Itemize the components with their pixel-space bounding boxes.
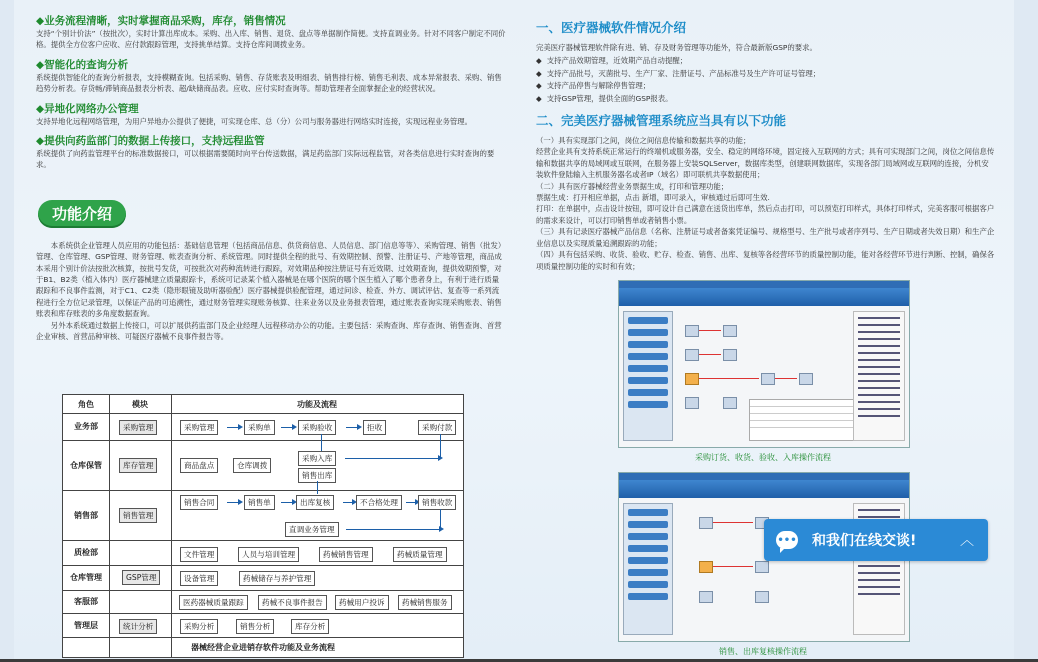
flow-box: 销售分析 <box>236 619 274 634</box>
software-screenshot-purchase <box>618 280 910 448</box>
flow-box: 药械不良事件报告 <box>258 595 327 610</box>
flow-box: 药械储存与养护管理 <box>239 571 315 586</box>
role-cell: 管理层 <box>74 620 98 630</box>
flow-box: 采购分析 <box>180 619 218 634</box>
paragraph: 经营企业具有支持系统正常运行的终端机或服务器，安全、稳定的网络环境，固定接入互联网的方式；具有可实现部门之间，岗位之间信息传输和数据共享的局域网或互联网，在服务器上安装SQLServer，数据库类型，创建联网数据库，实现各部门局域网或互联网的连接，分机安装软件登陆输入主机服务器名或者IP（域名）即可联机共享数据使用； <box>536 147 995 180</box>
module-box: 库存管理 <box>119 458 157 473</box>
module-box: GSP管理 <box>122 570 160 585</box>
online-chat-button[interactable] <box>764 519 988 561</box>
flow-box: 采购验收 <box>298 420 336 435</box>
intro-text: 完美医疗器械管理软件除有进、销、存及财务管理等功能外，符合最新版GSP的要求。 <box>536 43 817 52</box>
section-title-1: 一、医疗器械软件情况介绍 <box>536 20 687 35</box>
flow-box: 文件管理 <box>180 547 218 562</box>
flow-box: 设备管理 <box>180 571 218 586</box>
flow-box: 销售出库 <box>298 468 336 483</box>
list-item: ◆ 支持产品停售与解除停售管理； <box>536 81 651 91</box>
section-heading: ◆智能化的查询分析 <box>36 58 129 71</box>
flow-box: 药械用户投诉 <box>335 595 389 610</box>
role-cell: 销售部 <box>74 510 98 520</box>
flow-box: 药械销售管理 <box>319 547 373 562</box>
paragraph: （二）具有医疗器械经营业务票据生成，打印和管理功能； <box>536 181 729 191</box>
module-box: 销售管理 <box>119 508 157 523</box>
flow-box: 采购单 <box>244 420 275 435</box>
intro-paragraph: 本系统供企业管理人员应用的功能包括：基础信息管理（包括商品信息、供货商信息、人员信息、部门信息等等）、采购管理、销售（批发）管理、仓库管理、GSP管理、财务管理、帐表查询分析、系统管理。同时提供全程的批号、有效期控制、预警、注册证号、产地等管理，商品成本采用个别计价法按批次核算，按批号发货，可按批次对药种流转进行跟踪，对效期品种按注册证号有近效期、过效期查询，提供效期预警，对于B1、B2类（植入体内）医疗器械建立质量跟踪卡，系统可记录某个植入器械是在哪个医院的哪个医生植入了哪个患者身上，有利于进行质量跟踪和不良事件监测，对于C1、C2类（隐形眼镜及助听器验配）医疗器械提供验配管理，通过问诊、检查、外方、调试评估、复查等一系列流程进行全方位记录管理，以保证产品的可追溯性，通过财务管理实现账务核算、往来业务以及业务报表管理，通过账表查询实现采购账表、销售账表和库存账表的多角度数据查询。 <box>36 240 506 319</box>
paragraph: 打印：在单据中，点击设计按钮，即可设计自己满意在送货出库单，然后点击打印，可以预览打印样式，具体打印样式，完美客服可根据客户的需求来设计，可以打印销售单或者销售小票。 <box>536 204 995 225</box>
flow-box: 采购管理 <box>180 420 218 435</box>
section-heading: ◆提供向药监部门的数据上传接口，支持远程监管 <box>36 135 265 148</box>
section-text: 支持“个别计价法”（按批次），实时计算出库成本。采购、出入库、销售、退货、盘点等单据制作简便。支持直调业务。针对不同客户制定不同价格。提供全方位客户应收、应付款跟踪管理，支持挑单结算。支持仓库间调拨业务。 <box>36 29 506 50</box>
section-text: 支持异地化远程网络管理，为用户异地办公提供了便捷，可实现仓库、总（分）公司与服务器进行网络实时连接，实现远程业务管理。 <box>36 116 473 126</box>
flow-box: 销售收款 <box>418 495 456 510</box>
paragraph: （一）具有实现部门之间，岗位之间信息传输和数据共享的功能； <box>536 136 751 146</box>
feature-badge: 功能介绍 <box>38 200 126 228</box>
flow-box: 拒收 <box>363 420 386 435</box>
table-caption: 器械经营企业进销存软件功能及业务流程 <box>191 642 335 652</box>
flow-box: 商品盘点 <box>180 458 218 473</box>
flow-box: 销售单 <box>244 495 275 510</box>
header-role: 角色 <box>78 399 94 409</box>
paragraph: （三）具有记录医疗器械产品信息（名称、注册证号或者备案凭证编号、规格型号、生产批号或者序列号、生产日期或者失效日期）和生产企业信息以及实现质量追溯跟踪的功能； <box>536 227 995 248</box>
screenshot-caption: 采购订货、收货、验收、入库操作流程 <box>695 453 831 462</box>
flow-box: 人员与培训管理 <box>238 547 299 562</box>
flow-box: 销售合同 <box>180 495 218 510</box>
module-box: 统计分析 <box>119 619 157 634</box>
role-cell: 仓库保管 <box>70 460 102 470</box>
flow-box: 采购入库 <box>298 451 336 466</box>
list-item: ◆ 支持GSP管理，提供全面的GSP报表。 <box>536 93 673 103</box>
brochure-page <box>14 0 1014 662</box>
flow-box: 药械质量管理 <box>393 547 447 562</box>
intro-paragraph-2: 另外本系统通过数据上传接口，可以扩展供药监部门及企业经理人远程移动办公的功能。主要包括：采购查询、库存查询、销售查询、首营企业审核、首营品种审核、可疑医疗器械不良事件报告等。 <box>36 320 502 342</box>
flow-box: 出库复核 <box>296 495 334 510</box>
header-module: 模块 <box>132 399 148 409</box>
paragraph: （四）具有包括采购、收货、验收、贮存、检查、销售、出库、复核等各经营环节的质量控制功能，能对各经营环节进行判断、控制，确保各项质量控制功能的实时和有效； <box>536 250 995 271</box>
screenshot-caption: 销售、出库复核操作流程 <box>719 647 807 656</box>
role-cell: 客服部 <box>74 597 98 606</box>
role-cell: 质检部 <box>74 548 98 557</box>
flow-box: 采购付款 <box>418 420 456 435</box>
table-header <box>63 395 463 414</box>
chat-label: 和我们在线交谈! <box>812 533 917 549</box>
role-cell: 仓库管理 <box>70 573 102 582</box>
section-heading: ◆业务流程清晰，实时掌握商品采购，库存，销售情况 <box>36 15 286 27</box>
flow-box: 不合格处理 <box>356 495 402 510</box>
flow-table <box>62 394 464 658</box>
section-text: 系统提供了向药监管理平台的标准数据接口，可以根据需要随时向平台传送数据，满足药监部门实际远程监管，对各类信息进行实时查询的要求。 <box>36 149 495 170</box>
chevron-up-icon[interactable]: ︿ <box>960 533 974 549</box>
right-column <box>536 14 996 272</box>
left-column <box>36 14 506 350</box>
flow-box: 仓库调拨 <box>233 458 271 473</box>
chat-bubble-icon: ••• <box>776 531 798 549</box>
feature-list <box>536 55 996 105</box>
section-text: 系统提供智能化的查询分析报表，支持模糊查询。包括采购、销售、存货账表及明细表、销售排行榜、销售毛利表、成本异常报表、采购、销售趋势分析表。存货畅/滞销商品报表分析表、超/缺储商品表。应收、应付实时查询等。帮助管理者全面掌握企业的经营状况。 <box>36 72 502 94</box>
flow-box: 库存分析 <box>291 619 329 634</box>
header-flow: 功能及流程 <box>297 399 337 409</box>
flow-box: 直调业务管理 <box>285 522 339 537</box>
flow-box: 药械销售服务 <box>398 595 452 610</box>
paragraph: 票据生成：打开相应单据，点击 新增，即可录入，审核通过后即可生效. <box>536 193 770 203</box>
section-title-2: 二、完美医疗器械管理系统应当具有以下功能 <box>536 113 787 129</box>
list-item: ◆ 支持产品批号，灭菌批号、生产厂家、注册证号、产品标准号及生产许可证号管理； <box>536 68 821 78</box>
module-box: 采购管理 <box>119 420 157 435</box>
role-cell: 业务部 <box>74 422 98 431</box>
list-item: ◆ 支持产品效期管理，近效期产品自动提醒； <box>536 56 688 66</box>
section-heading: ◆异地化网络办公管理 <box>36 102 139 115</box>
flow-box: 医药器械质量跟踪 <box>179 595 248 610</box>
